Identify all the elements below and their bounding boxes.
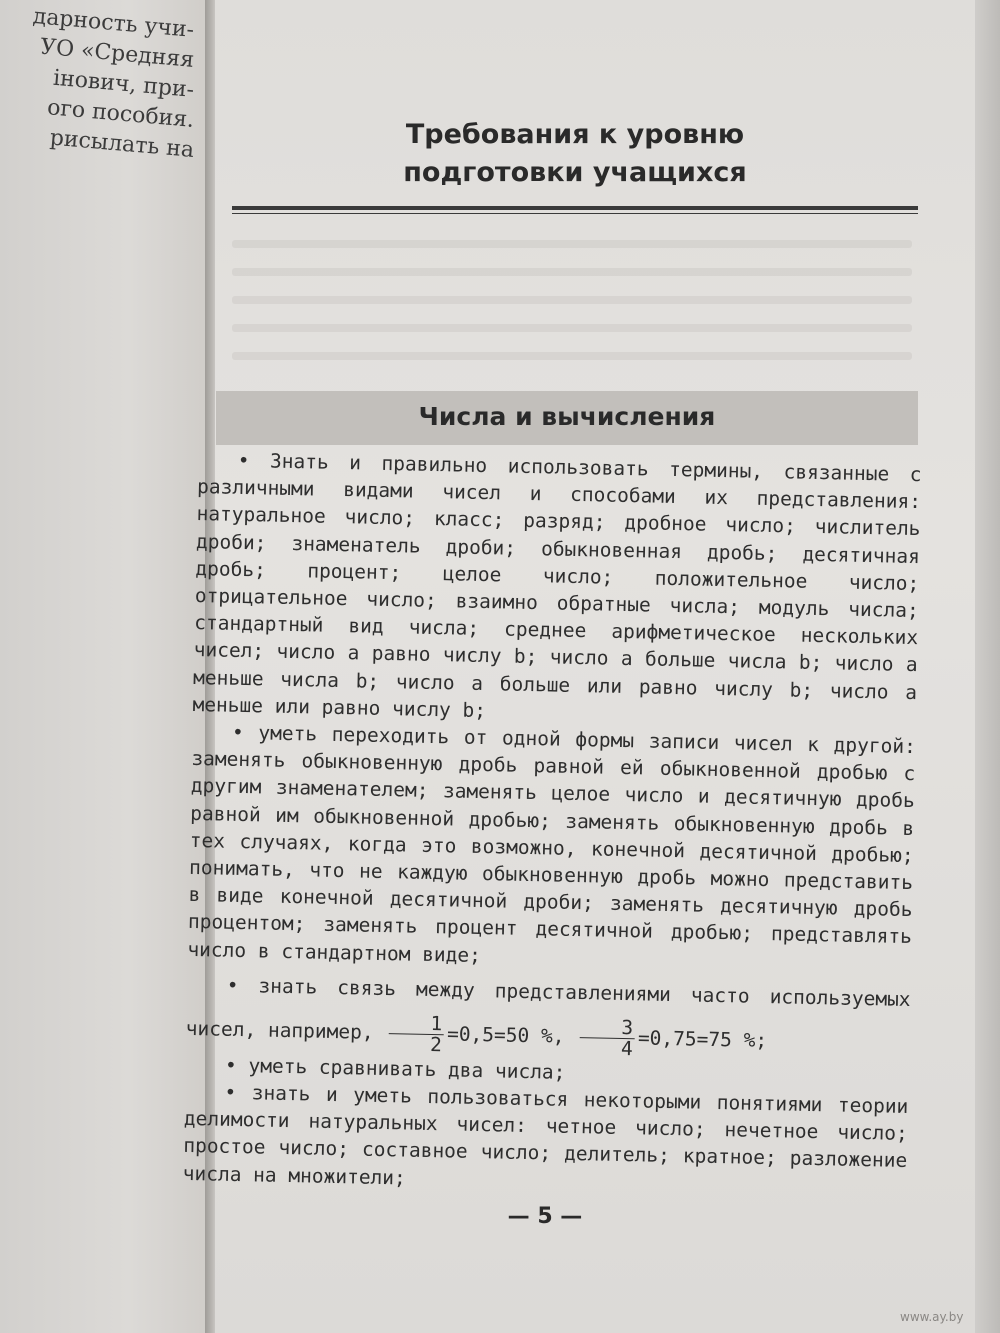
fraction-equality: =0,5=50 %, — [446, 1022, 565, 1048]
left-page-line: дарность учи- — [31, 3, 196, 43]
paragraph-divisibility: • знать и уметь пользоваться некоторыми понятиями теории делимости натуральных чисел: четное число; нечетное число; простое число; составное число; делитель; кратное; разложение числа на множители; — [182, 1080, 909, 1190]
page-title — [230, 116, 920, 192]
fractions-intro: • знать связь между представлениями часто используемых чисел, например, — [185, 973, 911, 1044]
left-page-line: рисылать на — [48, 125, 196, 163]
paragraph-fractions — [185, 963, 911, 1066]
page-number: — 5 — — [507, 1204, 583, 1229]
fraction-equality: =0,75=75 %; — [637, 1026, 768, 1052]
bleed-through-text — [232, 268, 912, 276]
left-page-line: ого пособия. — [46, 95, 196, 133]
section-title: Числа и вычисления — [418, 402, 716, 431]
bleed-through-text — [232, 240, 912, 248]
watermark: www.ay.by — [900, 1310, 964, 1324]
left-page-line: УО «Средняя — [39, 34, 196, 73]
fraction-denominator: 2 — [429, 1032, 443, 1057]
fraction-numerator: 1 — [388, 1013, 444, 1035]
page-right-shadow — [975, 0, 1000, 1333]
fraction-three-quarters — [579, 1017, 636, 1059]
paragraph-conversion: • уметь переходить от одной формы записи чисел к другой: заменять обыкновенную дробь равной ей обыкновенной дробью с другим знаменателем; заменять целое число и десятичную дробь равной им обыкновенной дробью; заменять обыкновенную дробь в тех случаях, когда это возможно, конечной десятичной дробью; понимать, что не каждую обыкновенную дробь можно представить в виде конечной десятичной дроби; заменять десятичную дробь процентом; заменять процент десятичной дробью; представлять число в стандартном виде; — [187, 720, 917, 967]
bleed-through-text — [232, 352, 912, 360]
fraction-denominator: 4 — [620, 1036, 633, 1061]
paragraph-terms: • Знать и правильно использовать термины, связанные с различными видами чисел и способами их представления: натуральное число; класс; разряд; дробное число; числитель дроби; знаменатель дроби; обыкновенная дробь; десятичная дробь; процент; целое число; положительное число; отрицательное число; взаимно обратные числа; модуль числа; стандартный вид числа; среднее арифметическое нескольких чисел; число a равно числу b; число a больше числа b; число a меньше числа b; число a больше или равно числу b; число a меньше или равно числу b; — [192, 448, 922, 722]
left-page-line: інович, при- — [52, 65, 196, 103]
title-line-2: подготовки учащихся — [403, 157, 747, 188]
fraction-numerator: 3 — [579, 1017, 635, 1039]
bleed-through-text — [232, 324, 912, 332]
body-text — [182, 446, 921, 1202]
title-rule-thick — [232, 206, 918, 210]
title-rule-thin — [232, 213, 918, 214]
paragraph-compare: • уметь сравнивать два числа; — [224, 1053, 566, 1084]
title-line-1: Требования к уровню — [405, 119, 745, 150]
bleed-through-text — [232, 296, 912, 304]
fraction-one-half — [388, 1013, 445, 1055]
